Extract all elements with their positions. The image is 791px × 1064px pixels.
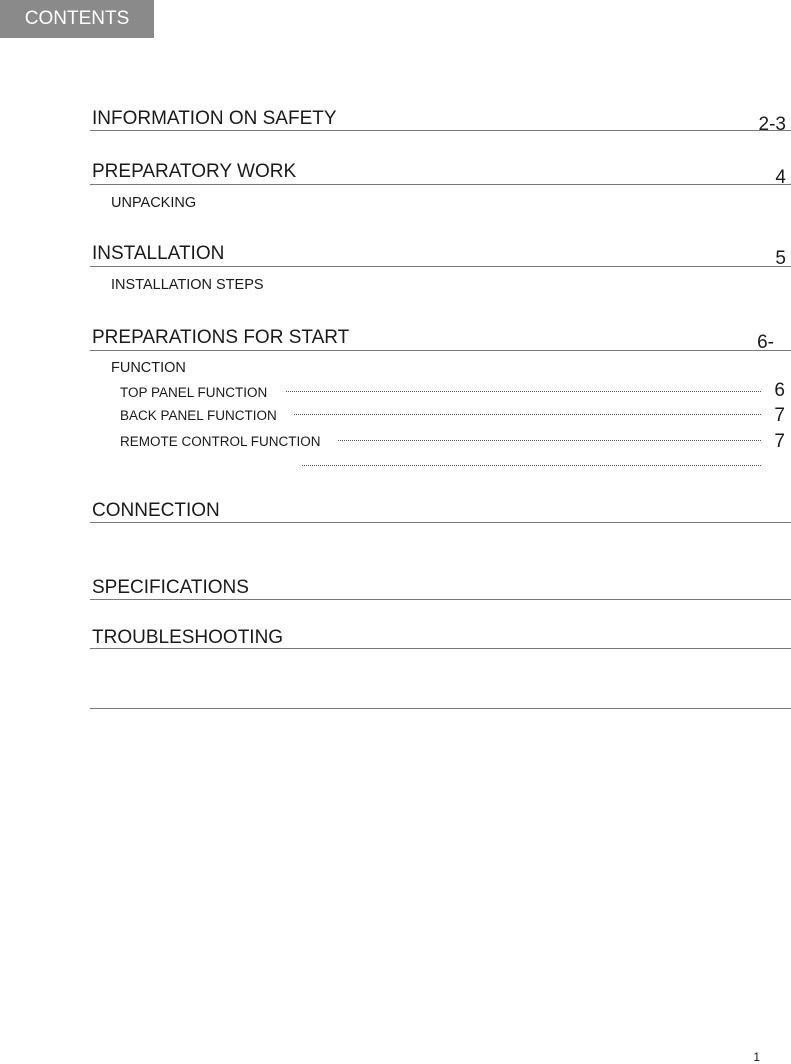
section-rule — [90, 130, 791, 131]
leader-dots — [302, 465, 761, 466]
toc-section-preparations-for-start[interactable]: PREPARATIONS FOR START — [92, 327, 350, 348]
toc-item-page: 7 — [774, 405, 785, 426]
toc-page-safety: 2-3 — [758, 114, 786, 135]
toc-page-installation: 5 — [775, 248, 786, 269]
toc-page-preparatory-work: 4 — [775, 167, 786, 188]
leader-dots — [338, 440, 761, 441]
toc-section-troubleshooting[interactable]: TROUBLESHOOTING — [92, 627, 284, 648]
toc-item-page: 6 — [774, 380, 785, 401]
section-rule — [90, 266, 791, 267]
toc-sub-unpacking[interactable]: UNPACKING — [111, 195, 197, 211]
toc-item-remote-control-function[interactable]: REMOTE CONTROL FUNCTION — [120, 434, 321, 449]
toc-section-safety[interactable]: INFORMATION ON SAFETY — [92, 108, 337, 129]
toc-item-back-panel-function[interactable]: BACK PANEL FUNCTION — [120, 408, 277, 423]
section-rule — [90, 350, 791, 351]
toc-item-top-panel-function[interactable]: TOP PANEL FUNCTION — [120, 385, 268, 400]
toc-section-preparatory-work[interactable]: PREPARATORY WORK — [92, 161, 297, 182]
page-number: 1 — [753, 1050, 760, 1064]
toc-section-installation[interactable]: INSTALLATION — [92, 243, 225, 264]
toc-sub-installation-steps[interactable]: INSTALLATION STEPS — [111, 277, 264, 293]
section-rule — [90, 648, 791, 649]
section-rule — [90, 522, 791, 523]
section-rule — [90, 599, 791, 600]
toc-item-page: 7 — [774, 431, 785, 452]
toc-page-preparations-for-start: 6- — [757, 332, 774, 353]
contents-tag: CONTENTS — [0, 0, 154, 38]
section-rule — [90, 708, 791, 709]
leader-dots — [294, 414, 761, 415]
toc-section-specifications[interactable]: SPECIFICATIONS — [92, 577, 249, 598]
toc-section-connection[interactable]: CONNECTION — [92, 500, 220, 521]
leader-dots — [286, 391, 761, 392]
section-rule — [90, 184, 791, 185]
toc-sub-function[interactable]: FUNCTION — [111, 360, 186, 376]
